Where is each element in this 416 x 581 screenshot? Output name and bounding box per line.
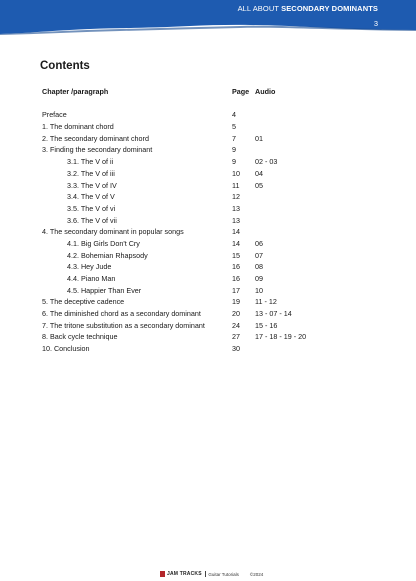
toc-entry-title: 3. Finding the secondary dominant [42,145,153,155]
document-title [238,4,378,13]
toc-entry-title: 4.2. Bohemian Rhapsody [67,250,148,260]
toc-entry-title: 4.3. Hey Jude [67,262,112,272]
logo-mark-icon [160,571,165,577]
toc-entry [40,156,380,168]
toc-entry-audio: 08 [255,262,263,272]
toc-entry-page: 5 [232,122,236,132]
toc-entry [40,320,380,332]
toc-entry-page: 20 [232,309,240,319]
table-of-contents [40,86,380,355]
toc-entry-title: 3.4. The V of V [67,192,115,202]
logo-subtitle: Guitar Tutorials [208,571,239,577]
toc-entry-title: 3.5. The V of vi [67,203,116,213]
jam-tracks-logo [160,571,202,577]
column-header-page: Page [232,87,250,96]
toc-entry-audio: 11 - 12 [255,297,277,307]
toc-entry-page: 7 [232,133,236,143]
toc-entry [40,285,380,297]
toc-entry-page: 15 [232,250,240,260]
toc-entry [40,261,380,273]
toc-entry-page: 14 [232,238,240,248]
toc-entry-audio: 17 - 18 - 19 - 20 [255,332,307,342]
toc-entry-audio: 06 [255,238,263,248]
toc-entry-page: 19 [232,297,240,307]
toc-entry-page: 17 [232,285,240,295]
toc-entry-page: 24 [232,320,240,330]
copyright: ©2024 [249,571,264,577]
toc-entry-page: 14 [232,227,240,237]
toc-entry-page: 9 [232,157,236,167]
toc-entry-page: 11 [232,180,240,190]
toc-entry-audio: 13 - 07 - 14 [255,309,292,319]
toc-entry-title: 2. The secondary dominant chord [42,133,149,143]
toc-entry-page: 30 [232,344,240,354]
footer [160,570,263,578]
toc-header-row [40,86,380,98]
toc-entry-title: 7. The tritone substitution as a secondary dominant [42,320,205,330]
toc-entry-page: 13 [232,215,240,225]
logo-text: JAM TRACKS [167,571,202,577]
toc-entry-title: 4.4. Piano Man [67,274,116,283]
contents-heading: Contents [40,60,90,72]
toc-entry-title: 5. The deceptive cadence [42,297,125,307]
toc-entry [40,144,380,156]
footer-divider [205,571,206,577]
toc-entry-title: 3.2. The V of iii [67,168,115,178]
toc-entry [40,273,380,285]
toc-entry [40,226,380,238]
toc-entry-page: 16 [232,262,240,272]
toc-entry-page: 9 [232,145,236,155]
toc-entry-audio: 09 [255,274,263,283]
toc-entry [40,296,380,308]
toc-entry [40,191,380,203]
toc-entry [40,109,380,121]
column-header-audio: Audio [255,87,276,96]
toc-entry-title: 4. The secondary dominant in popular songs [42,227,184,237]
toc-entry-page: 12 [232,192,240,202]
toc-entry-title: 10. Conclusion [42,344,90,354]
toc-entry [40,308,380,320]
toc-entry-title: 3.6. The V of vii [67,215,117,225]
toc-entry-audio: 05 [255,180,263,190]
toc-entry-audio: 15 - 16 [255,320,278,330]
toc-entry-page: 16 [232,274,240,283]
toc-entry-title: 4.5. Happier Than Ever [67,285,142,295]
toc-entry [40,121,380,133]
toc-entry-audio: 02 - 03 [255,157,278,167]
toc-entry-page: 27 [232,332,240,342]
toc-entry [40,215,380,227]
toc-entry [40,133,380,145]
column-header-chapter: Chapter /paragraph [42,87,109,96]
toc-entry-title: 3.1. The V of ii [67,157,114,167]
toc-entry-audio: 07 [255,250,263,260]
document-title-main: SECONDARY DOMINANTS [281,4,378,13]
toc-entry [40,168,380,180]
toc-entry [40,180,380,192]
toc-entry-title: 4.1. Big Girls Don't Cry [67,238,140,248]
toc-entry [40,250,380,262]
toc-entry-title: 1. The dominant chord [42,122,114,132]
document-title-prefix: ALL ABOUT [237,4,279,13]
toc-entry [40,331,380,343]
toc-entries [40,109,380,354]
toc-entry-audio: 10 [255,285,263,295]
toc-entry-audio: 01 [255,133,263,143]
toc-entry-title: 6. The diminished chord as a secondary dominant [42,309,201,319]
page-number: 3 [373,19,378,28]
toc-entry-title: 8. Back cycle technique [42,332,118,342]
toc-entry-audio: 04 [255,168,263,178]
toc-entry-page: 13 [232,203,240,213]
toc-entry-title: 3.3. The V of IV [67,180,117,190]
toc-entry-title: Preface [42,110,67,120]
toc-entry [40,343,380,355]
toc-entry [40,238,380,250]
toc-entry [40,203,380,215]
toc-entry-page: 4 [232,110,236,120]
toc-entry-page: 10 [232,168,240,178]
